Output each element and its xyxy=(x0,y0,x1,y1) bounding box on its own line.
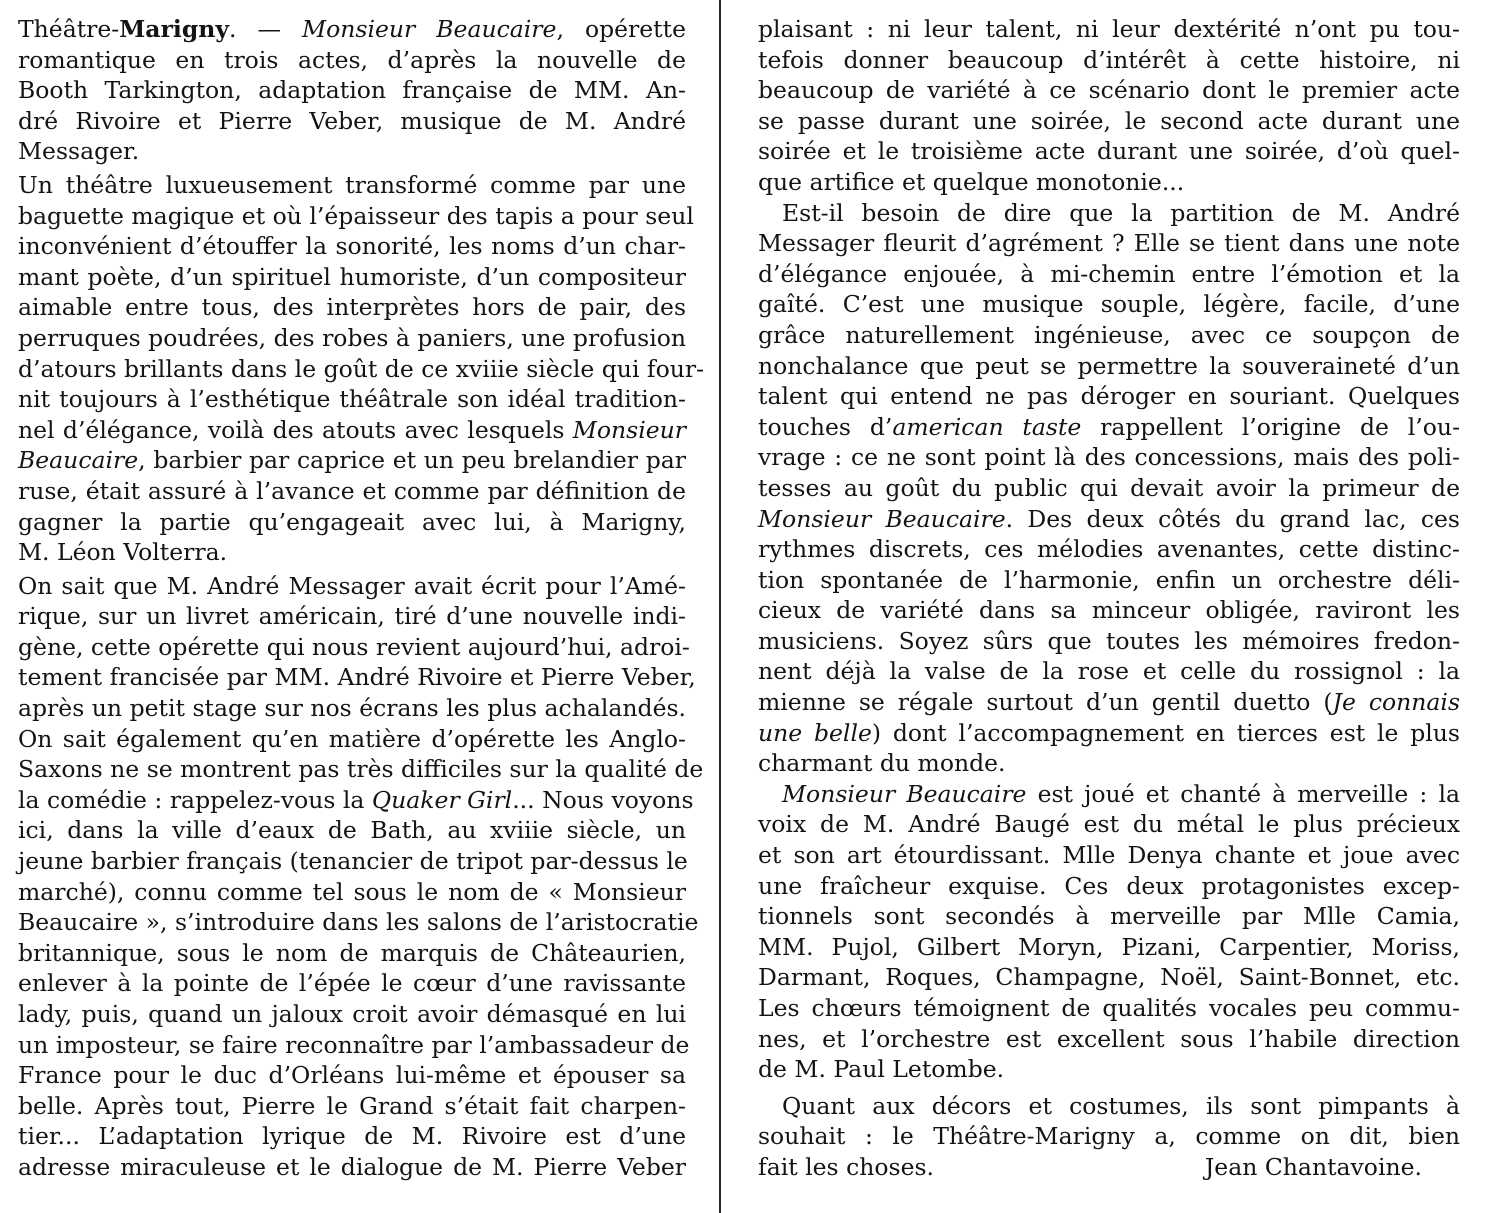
text-line xyxy=(758,687,1460,718)
text-line xyxy=(758,901,1460,932)
text-line xyxy=(758,14,1460,45)
text-run: lady, puis, quand un jaloux croit avoir démasqué en lui xyxy=(18,1000,686,1028)
text-line xyxy=(18,354,705,385)
text-run: belle. Après tout, Pierre le Grand s’était fait charpen- xyxy=(18,1091,686,1120)
text-run: rythmes discrets, ces mélodies avenantes, cette distinc- xyxy=(758,535,1460,564)
text-line xyxy=(18,815,686,846)
text-run: enlever à la pointe de l’épée le cœur d’une ravissante xyxy=(18,969,686,998)
text-line xyxy=(758,1152,1460,1183)
text-line xyxy=(18,292,686,323)
left-column xyxy=(18,14,705,1183)
text-run: cieux de variété dans sa minceur obligée, raviront les xyxy=(758,596,1460,625)
text-run: tesses au goût du public qui devait avoir la primeur de xyxy=(758,473,1460,502)
text-line xyxy=(18,170,686,201)
text-line xyxy=(758,75,1460,106)
text-run: Messager fleurit d’agrément ? Elle se tient dans une note xyxy=(758,229,1460,258)
text-run: fait les choses. xyxy=(758,1152,935,1181)
text-run: jeune barbier français (tenancier de tripot par-dessus le xyxy=(18,847,688,876)
text-run: gagner la partie qu’engageait avec lui, à Marigny, xyxy=(18,507,686,536)
italic-text: Monsieur Beaucaire xyxy=(302,15,557,43)
text-line xyxy=(758,351,1460,382)
text-run: Marigny xyxy=(119,15,229,43)
italic-text: Quaker Girl xyxy=(371,785,513,814)
text-line xyxy=(758,656,1460,687)
text-line xyxy=(758,595,1460,626)
text-run: aimable entre tous, des interprètes hors de pair, des xyxy=(18,293,686,322)
text-line xyxy=(758,320,1460,351)
text-line xyxy=(758,136,1460,167)
column-divider xyxy=(719,0,721,1213)
text-run: tier... L’adaptation lyrique de M. Rivoire est d’une xyxy=(18,1122,686,1151)
text-line xyxy=(18,724,686,755)
text-run: et son art étourdissant. Mlle Denya chante et joue avec xyxy=(758,841,1460,870)
text-run: tefois donner beaucoup d’intérêt à cette histoire, ni xyxy=(758,45,1460,74)
text-run: souhait : le Théâtre-Marigny a, comme on dit, bien xyxy=(758,1122,1460,1151)
text-run: rappellent l’origine de l’ou- xyxy=(1081,412,1461,441)
text-run: Les chœurs témoignent de qualités vocales peu commu- xyxy=(758,994,1460,1022)
italic-text: Beaucaire xyxy=(18,446,139,475)
text-line xyxy=(18,262,686,293)
text-run: nes, et l’orchestre est excellent sous l’habile direction xyxy=(758,1024,1460,1053)
text-run: Théâtre- xyxy=(18,15,120,43)
author-signature: Jean Chantavoine. xyxy=(1204,1152,1422,1181)
text-run: , barbier par caprice et un peu brelandier par xyxy=(138,446,686,475)
text-run: touches d’ xyxy=(758,412,893,441)
text-run: Darmant, Roques, Champagne, Noël, Saint-Bonnet, etc. xyxy=(758,963,1460,992)
text-run: Quant aux décors et costumes, ils sont pimpants à xyxy=(782,1091,1460,1120)
text-run: voix de M. André Baugé est du métal le plus précieux xyxy=(758,810,1460,839)
text-run: Messager. xyxy=(18,137,140,166)
text-line xyxy=(18,537,686,568)
text-line xyxy=(18,106,686,137)
text-line xyxy=(18,877,686,908)
text-run: , opérette xyxy=(556,15,686,43)
text-line xyxy=(18,1121,686,1152)
text-line xyxy=(758,534,1460,565)
text-run: d’élégance enjouée, à mi-chemin entre l’émotion et la xyxy=(758,259,1460,288)
text-line xyxy=(758,259,1460,290)
text-line xyxy=(758,198,1460,229)
text-line xyxy=(758,779,1460,810)
text-line xyxy=(18,323,686,354)
text-line xyxy=(18,601,686,632)
text-line xyxy=(18,999,686,1030)
text-line xyxy=(758,840,1460,871)
text-line xyxy=(18,754,704,785)
text-line xyxy=(18,75,686,106)
text-line xyxy=(758,871,1460,902)
text-run: On sait que M. André Messager avait écrit pour l’Amé- xyxy=(18,571,686,600)
text-line xyxy=(18,785,694,816)
text-run: rique, sur un livret américain, tiré d’une nouvelle indi- xyxy=(18,602,686,631)
text-line xyxy=(758,993,1460,1024)
text-line xyxy=(758,718,1460,749)
text-line xyxy=(18,476,686,507)
text-line xyxy=(758,932,1460,963)
text-line xyxy=(18,445,686,476)
text-run: Saxons ne se montrent pas très difficiles sur la qualité de xyxy=(18,755,704,784)
italic-text: une belle xyxy=(758,718,872,747)
text-line xyxy=(758,1091,1460,1122)
text-run: . — xyxy=(229,15,303,43)
text-line xyxy=(758,962,1460,993)
text-line xyxy=(758,289,1460,320)
text-line xyxy=(18,571,686,602)
text-line xyxy=(758,167,1460,198)
text-run: ... Nous voyons xyxy=(512,785,694,814)
text-line xyxy=(18,846,686,877)
text-run: musiciens. Soyez sûrs que toutes les mémoires fredon- xyxy=(758,626,1460,655)
text-line xyxy=(18,14,686,45)
text-line xyxy=(758,412,1460,443)
text-run: est joué et chanté à merveille : la xyxy=(1026,779,1460,808)
text-line xyxy=(18,507,686,538)
text-run: beaucoup de variété à ce scénario dont le premier acte xyxy=(758,76,1460,105)
text-line xyxy=(758,106,1460,137)
text-run: dré Rivoire et Pierre Veber, musique de M. André xyxy=(18,106,686,135)
text-line xyxy=(758,504,1460,535)
text-run: marché), connu comme tel sous le nom de « Monsieur xyxy=(18,877,686,906)
text-run: mienne se régale surtout d’un gentil duetto ( xyxy=(758,688,1333,717)
text-run: se passe durant une soirée, le second acte durant une xyxy=(758,106,1460,135)
text-run: MM. Pujol, Gilbert Moryn, Pizani, Carpentier, Moriss, xyxy=(758,932,1460,961)
text-run: charmant du monde. xyxy=(758,749,1006,778)
italic-text: Je connais xyxy=(1332,688,1460,717)
text-line xyxy=(18,693,686,724)
text-line xyxy=(758,626,1460,657)
text-line xyxy=(758,809,1460,840)
italic-text: Monsieur xyxy=(572,415,686,444)
text-run: . Des deux côtés du grand lac, ces xyxy=(1005,504,1460,533)
text-run: tement francisée par MM. André Rivoire et Pierre Veber, xyxy=(18,663,696,692)
text-line xyxy=(18,907,699,938)
text-run: un imposteur, se faire reconnaître par l’ambassadeur de xyxy=(18,1030,690,1059)
text-line xyxy=(18,201,694,232)
text-run: après un petit stage sur nos écrans les plus achalandés. xyxy=(18,694,686,723)
text-run: d’atours brillants dans le goût de ce xviiie siècle qui four- xyxy=(18,354,705,383)
text-run: ruse, était assuré à l’avance et comme par définition de xyxy=(18,476,686,505)
text-line xyxy=(18,938,686,969)
text-line xyxy=(18,632,690,663)
text-run: romantique en trois actes, d’après la nouvelle de xyxy=(18,45,686,74)
text-run: Booth Tarkington, adaptation française de MM. An- xyxy=(18,76,686,105)
text-run: M. Léon Volterra. xyxy=(18,538,228,567)
text-line xyxy=(758,442,1460,473)
text-run: mant poète, d’un spirituel humoriste, d’un compositeur xyxy=(18,262,686,291)
text-run: tion spontanée de l’harmonie, enfin un orchestre déli- xyxy=(758,565,1460,594)
text-run: On sait également qu’en matière d’opérette les Anglo- xyxy=(18,724,686,753)
text-line xyxy=(18,45,686,76)
text-run: nent déjà la valse de la rose et celle du rossignol : la xyxy=(758,657,1460,686)
text-run: Beaucaire », s’introduire dans les salons de l’aristocratie xyxy=(18,908,699,937)
text-run: soirée et le troisième acte durant une soirée, d’où quel- xyxy=(758,137,1460,166)
text-line xyxy=(18,384,686,415)
italic-text: american taste xyxy=(892,412,1082,441)
text-line xyxy=(758,1121,1460,1152)
text-run: vrage : ce ne sont point là des concessions, mais des poli- xyxy=(758,443,1460,472)
right-column xyxy=(758,14,1460,1183)
text-line xyxy=(758,473,1460,504)
text-line xyxy=(758,1054,1460,1085)
text-line xyxy=(758,381,1460,412)
text-run: tionnels sont secondés à merveille par Mlle Camia, xyxy=(758,902,1460,931)
text-run: baguette magique et où l’épaisseur des tapis a pour seul xyxy=(18,201,694,230)
text-run: Un théâtre luxueusement transformé comme par une xyxy=(18,170,686,199)
text-line xyxy=(758,228,1460,259)
text-line xyxy=(18,662,696,693)
text-line xyxy=(18,1060,686,1091)
text-run: nonchalance que peut se permettre la souveraineté d’un xyxy=(758,351,1460,380)
text-line xyxy=(758,565,1460,596)
text-line xyxy=(18,1091,686,1122)
text-run: Est-il besoin de dire que la partition de M. André xyxy=(782,198,1460,227)
text-line xyxy=(18,415,686,446)
text-run: gène, cette opérette qui nous revient aujourd’hui, adroi- xyxy=(18,632,690,661)
text-run: perruques poudrées, des robes à paniers, une profusion xyxy=(18,323,687,352)
text-line xyxy=(18,968,686,999)
text-run: ici, dans la ville d’eaux de Bath, au xviiie siècle, un xyxy=(18,816,686,845)
text-line xyxy=(758,748,1460,779)
text-run: grâce naturellement ingénieuse, avec ce soupçon de xyxy=(758,320,1460,349)
text-line xyxy=(18,231,686,262)
text-line xyxy=(18,136,686,167)
text-run: que artifice et quelque monotonie... xyxy=(758,167,1185,196)
text-line xyxy=(18,1152,686,1183)
text-line xyxy=(18,1030,690,1061)
text-run: nit toujours à l’esthétique théâtrale son idéal tradition- xyxy=(18,385,686,414)
text-run: plaisant : ni leur talent, ni leur dextérité n’ont pu tou- xyxy=(758,15,1460,43)
text-run: de M. Paul Letombe. xyxy=(758,1055,1005,1084)
italic-text: Monsieur Beaucaire xyxy=(782,779,1027,808)
text-run: talent qui entend ne pas déroger en souriant. Quelques xyxy=(758,382,1460,411)
text-run: France pour le duc d’Orléans lui-même et épouser sa xyxy=(18,1061,686,1090)
text-run: ) dont l’accompagnement en tierces est le plus xyxy=(871,718,1460,747)
italic-text: Monsieur Beaucaire xyxy=(758,504,1006,533)
text-line xyxy=(758,1024,1460,1055)
text-run: nel d’élégance, voilà des atouts avec lesquels xyxy=(18,415,573,444)
text-run: britannique, sous le nom de marquis de Châteaurien, xyxy=(18,938,686,967)
text-run: une fraîcheur exquise. Ces deux protagonistes excep- xyxy=(758,871,1460,900)
text-line xyxy=(758,45,1460,76)
text-run: adresse miraculeuse et le dialogue de M. Pierre Veber xyxy=(18,1152,686,1181)
text-run: la comédie : rappelez-vous la xyxy=(18,785,372,814)
text-run: gaîté. C’est une musique souple, légère, facile, d’une xyxy=(758,290,1460,319)
text-run: inconvénient d’étouffer la sonorité, les noms d’un char- xyxy=(18,232,686,261)
